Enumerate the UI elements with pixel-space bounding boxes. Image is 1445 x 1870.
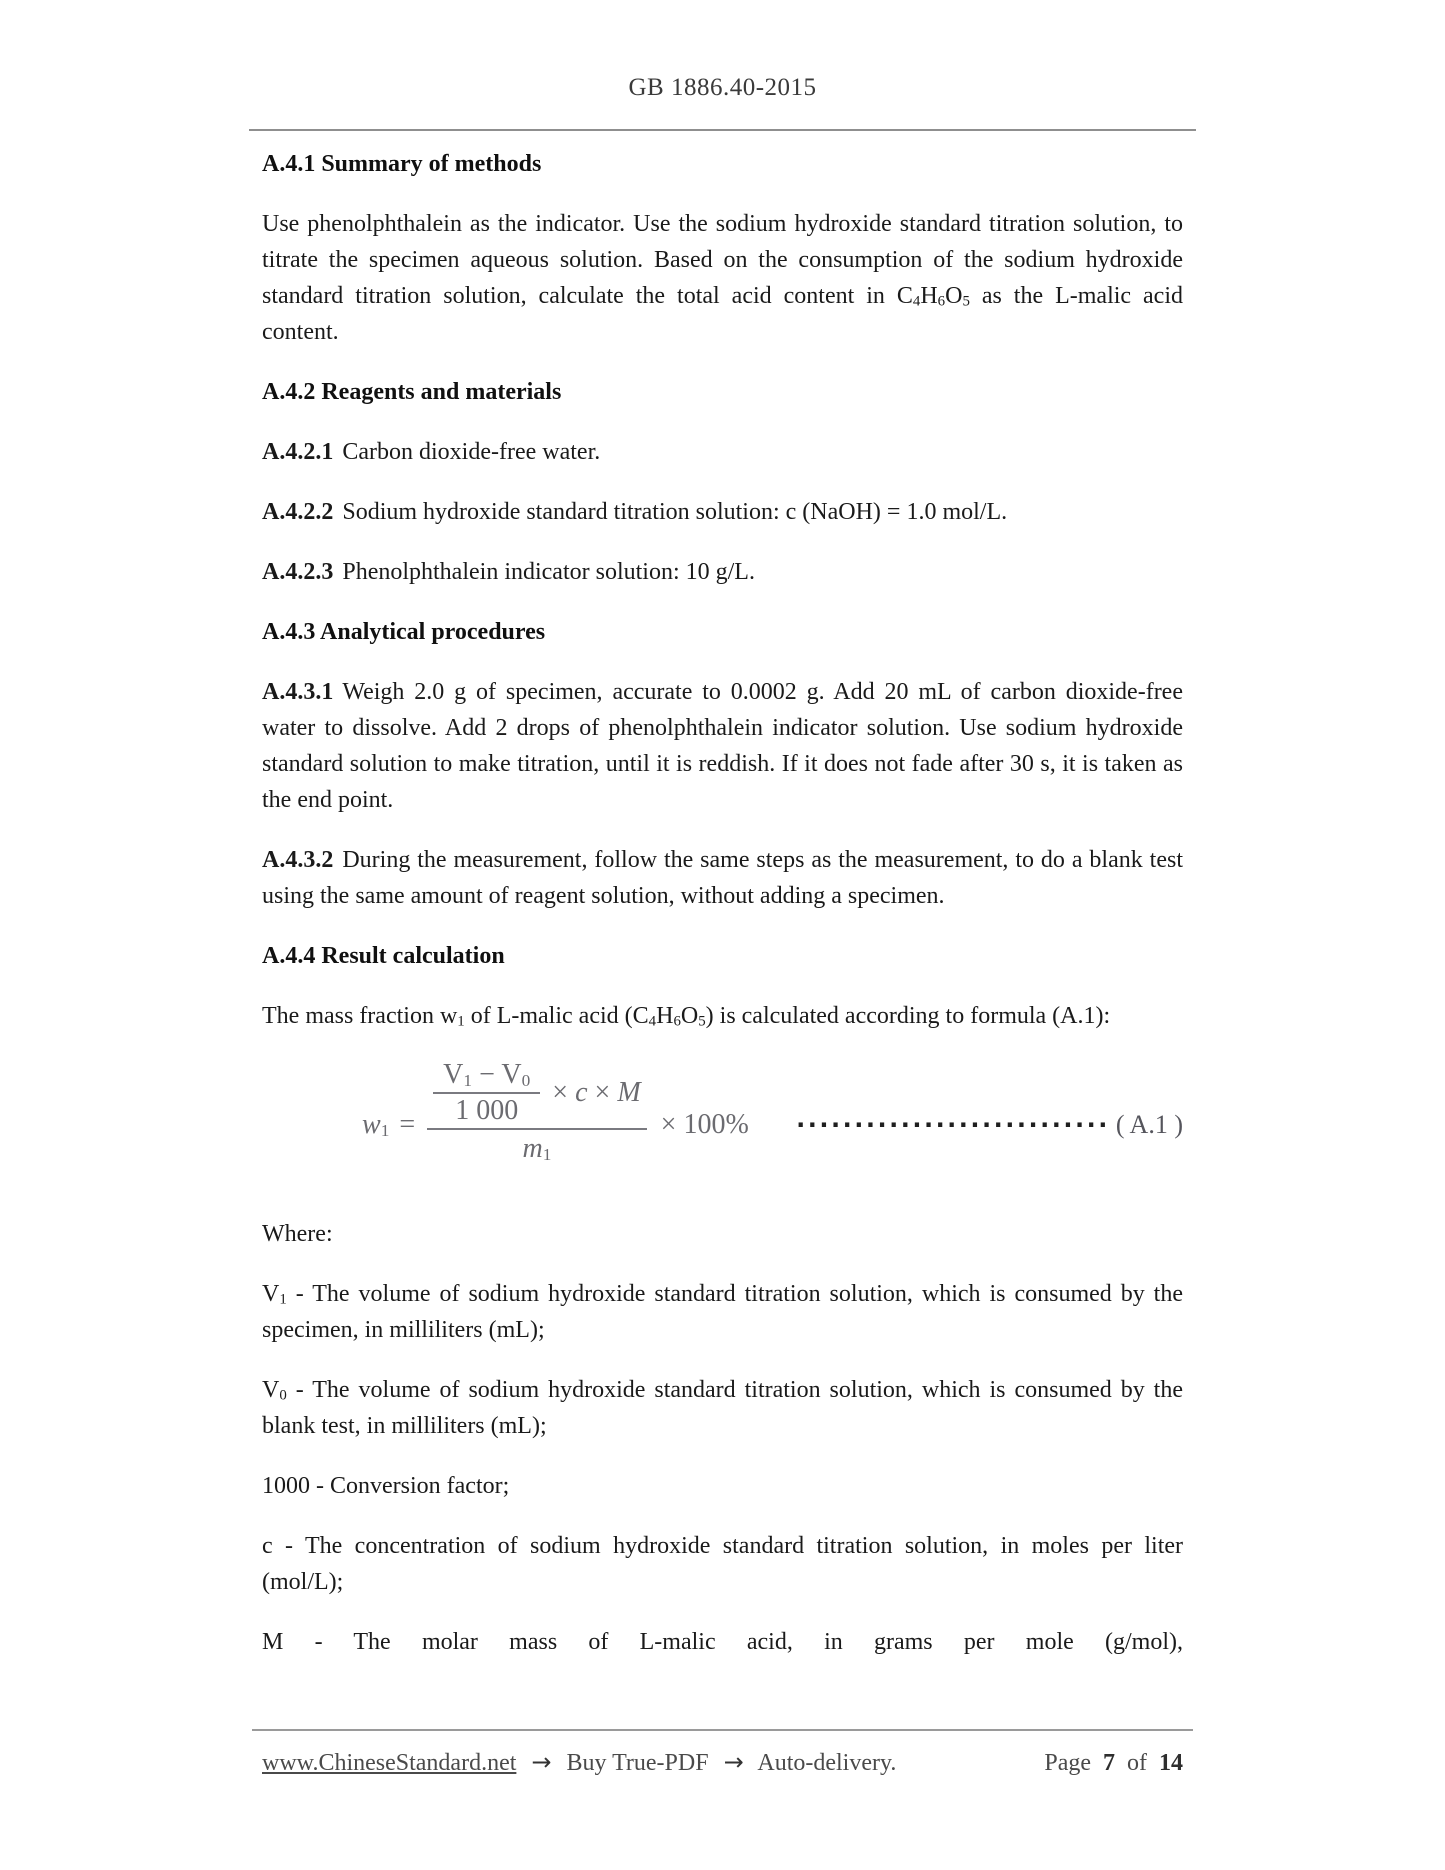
- clause-text: During the measurement, follow the same steps as the measurement, to do a blank test using the same amount of reagent solution, without adding a specimen.: [262, 847, 1183, 909]
- page-word: Page: [1044, 1750, 1091, 1776]
- definition-v1: $V_1$ - The volume of sodium hydroxide standard titration solution, which is consumed by the specimen, in milliliters (mL);: [262, 1281, 1183, 1343]
- arrow-icon: →: [723, 1748, 744, 1776]
- paragraph-formula-intro: The mass fraction $w_1$ of L-malic acid $(C_4H_6O_5)$ is calculated according to formula (A.1):: [262, 1003, 1111, 1030]
- total-pages: 14: [1159, 1750, 1183, 1776]
- of-word: of: [1127, 1750, 1147, 1776]
- definition-1000: 1000 - Conversion factor;: [262, 1473, 510, 1499]
- clause-a4-4-3-1: [262, 674, 1183, 818]
- inner-denominator: 1 000: [455, 1095, 519, 1126]
- where-label: Where:: [262, 1221, 333, 1247]
- formula-suffix: × 100%: [660, 1109, 749, 1140]
- website-link[interactable]: www.ChineseStandard.net: [262, 1750, 517, 1776]
- inner-fraction: [433, 1058, 540, 1128]
- heading-a4-4-4: A.4.4 Result calculation: [262, 943, 505, 969]
- dotted-leader: ···························: [796, 1111, 1110, 1139]
- arrow-icon: →: [531, 1748, 552, 1776]
- outer-numerator: [427, 1058, 646, 1128]
- outer-fraction: [427, 1058, 646, 1192]
- document-body: [262, 146, 1183, 1684]
- heading-a4-4-3: A.4.3 Analytical procedures: [262, 619, 546, 645]
- clause-label: A.4.2.2: [262, 499, 334, 525]
- definition-v0: $V_0$ - The volume of sodium hydroxide standard titration solution, which is consumed by the blank test, in milliliters (mL);: [262, 1377, 1183, 1439]
- clause-a4-4-2-2: [262, 494, 1183, 530]
- clause-label: A.4.3.1: [262, 679, 334, 705]
- clause-a4-4-2-1: [262, 434, 1183, 470]
- clause-label: A.4.3.2: [262, 847, 334, 873]
- heading-a4-4-2: A.4.2 Reagents and materials: [262, 379, 562, 405]
- clause-text: Phenolphthalein indicator solution: 10 g/L.: [342, 559, 755, 585]
- footer-divider: [252, 1729, 1193, 1731]
- footer-delivery-text: Auto-delivery.: [757, 1750, 897, 1776]
- definition-c: c - The concentration of sodium hydroxide standard titration solution, in moles per liter (mol/L);: [262, 1533, 1183, 1595]
- document-header: [0, 74, 1445, 102]
- equation-number: ( A.1 ): [1115, 1110, 1183, 1139]
- formula-equation: [362, 1058, 749, 1192]
- paragraph-summary: Use phenolphthalein as the indicator. Use the sodium hydroxide standard titration solution, to titrate the specimen aqueous solution. Based on the consumption of the sodium hydroxide standard titration solution, calculate the total acid content in $C_4H_6O_5$ as the L-malic acid content.: [262, 211, 1183, 345]
- page-indicator: [1044, 1745, 1183, 1781]
- header-divider: [249, 129, 1196, 131]
- formula-a1: [262, 1058, 1183, 1192]
- heading-a4-4-1: A.4.1 Summary of methods: [262, 151, 542, 177]
- footer-buy-text: Buy True-PDF: [566, 1750, 709, 1776]
- outer-denominator: $m_1$: [522, 1133, 552, 1165]
- clause-text: Carbon dioxide-free water.: [342, 439, 601, 465]
- clause-a4-4-2-3: [262, 554, 1183, 590]
- doc-number: GB 1886.40-2015: [628, 74, 817, 101]
- formula-lhs: $w_1$: [362, 1109, 390, 1141]
- definition-m: M - The molar mass of L-malic acid, in grams per mole (g/mol),: [262, 1629, 1183, 1655]
- inner-numerator: $V_1 - V_0$: [443, 1059, 531, 1091]
- clause-a4-4-3-2: [262, 842, 1183, 914]
- document-footer: [262, 1744, 1183, 1781]
- clause-text: Weigh 2.0 g of specimen, accurate to 0.0002 g. Add 20 mL of carbon dioxide-free water to dissolve. Add 2 drops of phenolphthalein indicator solution. Use sodium hydroxide standard solution to make titration, until it is reddish. If it does not fade after 30 s, it is taken as the end point.: [262, 679, 1183, 813]
- equals-sign: =: [399, 1109, 416, 1140]
- clause-label: A.4.2.3: [262, 559, 334, 585]
- clause-text: Sodium hydroxide standard titration solution: c (NaOH) = 1.0 mol/L.: [342, 499, 1008, 525]
- footer-left: [262, 1744, 896, 1781]
- numerator-suffix: × c × M: [552, 1077, 641, 1108]
- clause-label: A.4.2.1: [262, 439, 334, 465]
- page-number: 7: [1103, 1750, 1115, 1776]
